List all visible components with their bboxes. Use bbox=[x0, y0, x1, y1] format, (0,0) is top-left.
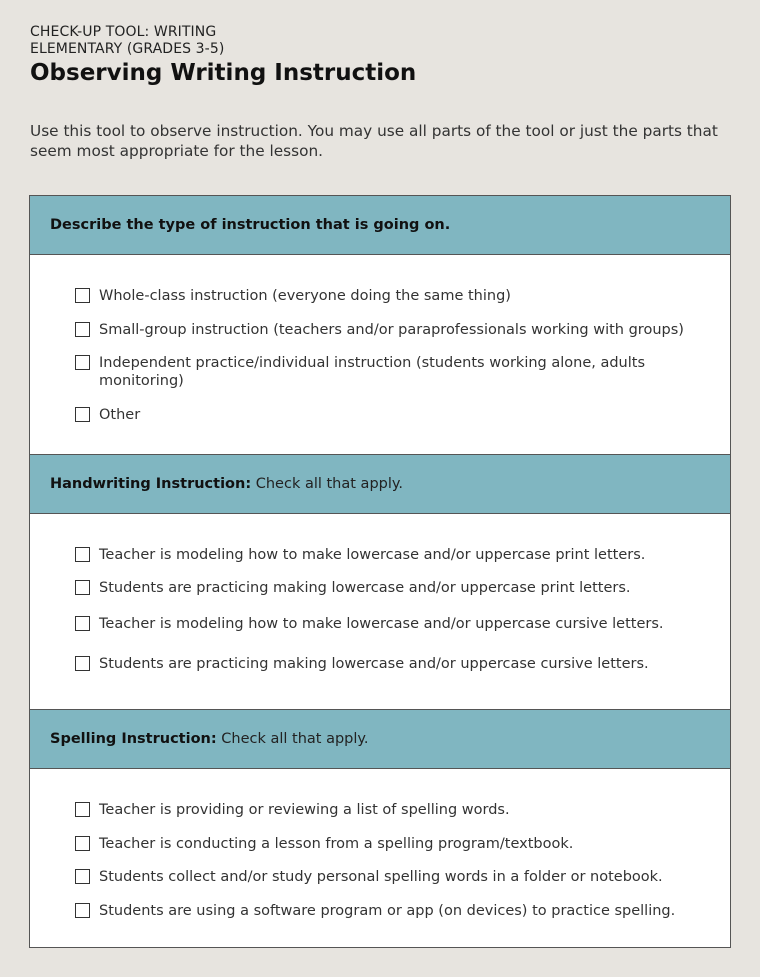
checkbox[interactable] bbox=[75, 869, 90, 884]
kicker-line-2: ELEMENTARY (GRADES 3-5) bbox=[30, 41, 225, 57]
checklist-item bbox=[75, 354, 695, 390]
section-header-handwriting bbox=[30, 454, 730, 514]
checkbox[interactable] bbox=[75, 802, 90, 817]
checklist-item-label: Teacher is conducting a lesson from a spelling program/textbook. bbox=[99, 836, 574, 852]
checklist-item bbox=[75, 287, 715, 305]
checklist-item bbox=[75, 321, 715, 339]
checklist-item-label: Whole-class instruction (everyone doing the same thing) bbox=[99, 288, 511, 304]
checklist-item-label: Students are practicing making lowercase and/or uppercase print letters. bbox=[99, 580, 631, 596]
checklist-item-label: Teacher is modeling how to make lowercase and/or uppercase print letters. bbox=[99, 547, 646, 563]
section-heading-bold: Spelling Instruction: bbox=[50, 731, 217, 747]
section-header-instruction-type bbox=[30, 196, 730, 255]
checklist-item bbox=[75, 801, 715, 819]
checklist-item-label: Other bbox=[99, 407, 141, 423]
checklist-item-label: Students are using a software program or app (on devices) to practice spelling. bbox=[99, 903, 676, 919]
checkbox[interactable] bbox=[75, 616, 90, 631]
checkbox[interactable] bbox=[75, 322, 90, 337]
checklist-item-label: Teacher is modeling how to make lowercase and/or uppercase cursive letters. bbox=[99, 616, 664, 632]
checklist-item bbox=[75, 902, 715, 920]
section-heading-rest: Check all that apply. bbox=[251, 476, 403, 492]
checklist-item bbox=[75, 835, 715, 853]
checklist-item bbox=[75, 868, 715, 886]
section-heading-rest: Check all that apply. bbox=[216, 731, 369, 747]
checklist-item bbox=[75, 406, 715, 424]
checklist-item-label: Students are practicing making lowercase and/or uppercase cursive letters. bbox=[99, 656, 649, 672]
observation-tool-box bbox=[29, 195, 731, 948]
checklist-item bbox=[75, 615, 715, 633]
section-header-spelling bbox=[30, 709, 730, 769]
section-heading-bold: Handwriting Instruction: bbox=[50, 476, 252, 492]
checklist-item bbox=[75, 655, 715, 673]
checkbox[interactable] bbox=[75, 407, 90, 422]
checklist-item-label: Small-group instruction (teachers and/or paraprofessionals working with groups) bbox=[99, 322, 684, 338]
checklist-item-label: Teacher is providing or reviewing a list of spelling words. bbox=[99, 802, 510, 818]
checkbox[interactable] bbox=[75, 547, 90, 562]
checkbox[interactable] bbox=[75, 580, 90, 595]
checklist-item bbox=[75, 579, 715, 597]
page-title: Observing Writing Instruction bbox=[30, 60, 417, 86]
section-heading-bold: Describe the type of instruction that is going on. bbox=[50, 217, 451, 233]
checkbox[interactable] bbox=[75, 355, 90, 370]
checkbox[interactable] bbox=[75, 656, 90, 671]
checkbox[interactable] bbox=[75, 288, 90, 303]
document-kicker bbox=[30, 24, 224, 58]
checklist-item-label: Students collect and/or study personal spelling words in a folder or notebook. bbox=[99, 869, 663, 885]
checklist-item bbox=[75, 546, 715, 564]
checklist-item-label: Independent practice/individual instruction (students working alone, adults monitoring) bbox=[99, 355, 646, 389]
kicker-line-1: CHECK-UP TOOL: WRITING bbox=[30, 24, 217, 40]
checkbox[interactable] bbox=[75, 903, 90, 918]
checkbox[interactable] bbox=[75, 836, 90, 851]
intro-text: Use this tool to observe instruction. You may use all parts of the tool or just the parts that seem most appropriate for the lesson. bbox=[30, 122, 718, 160]
